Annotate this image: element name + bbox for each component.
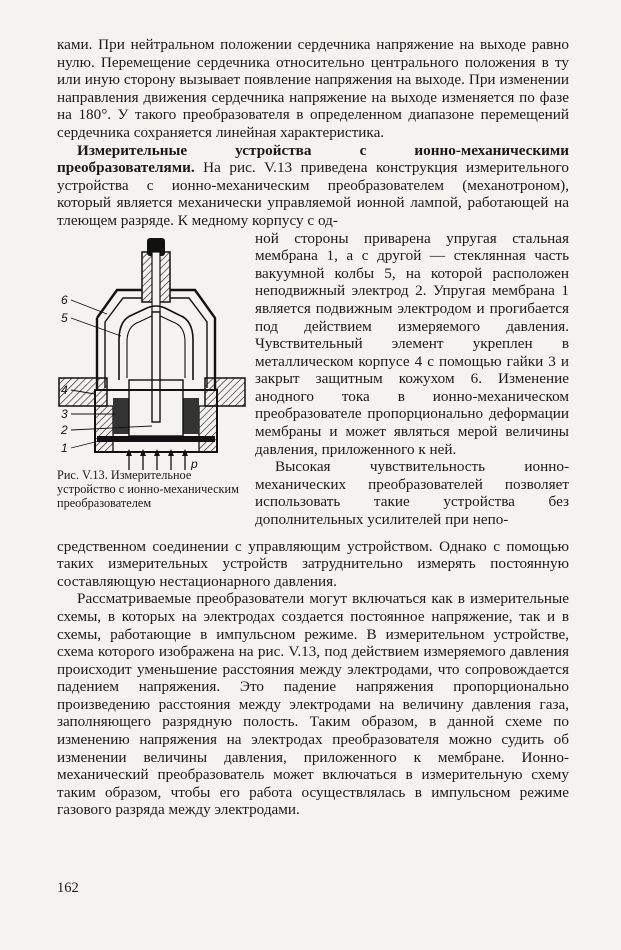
figure-v13	[57, 230, 247, 535]
side-text	[255, 230, 569, 529]
paragraph-4: Рассматриваемые преобразователи могут включаться как в измерительные схемы, в которых на электродах создается постоянное напряжение, так и в схемы, работающие в импульсном режиме. В измерительном устройстве, схема которого изображена на рис. V.13, под действием измеряемого давления происходит уменьшение расстояния между электродами, что сопровождается падением напряжения. Это падение напряжения пропорционально произведению расстояния между электродами на величину давления газа, заполняющего разрядную полость. Таким образом, в данной схеме по изменению напряжения на электродах преобразователя можно судить об изменении величины давления, приложенного к мембране. Ионно-механический преобразователь может включаться в измерительную схему таким образом, чтобы его работа осуществлялась в импульсном режиме газового разряда между электродами.	[57, 590, 569, 819]
flange-4-right	[205, 378, 245, 406]
label-6: 6	[61, 292, 68, 307]
section-heading: Измерительные устройства с ионно-механическими преобразователями.	[57, 141, 569, 177]
figure-caption: Рис. V.13. Измерительное устройство с ионно-механическим преобразователем	[57, 467, 239, 510]
label-5: 5	[61, 310, 68, 325]
nut-3-right	[183, 398, 199, 434]
label-4: 4	[61, 382, 68, 397]
label-3: 3	[61, 406, 68, 421]
label-1: 1	[61, 440, 68, 455]
electrode-2	[152, 312, 160, 422]
paragraph-3: средственном соединении с управляющим устройством. Однако с помощью таких измерительных устройств затруднительно измерять постоянную составляющую нестационарного давления.	[57, 537, 569, 590]
paragraph-2-text: На рис. V.13 приведена конструкция измерительного устройства с ионно-механическим преобразователем (механотроном), который является механически управляемой ионной лампой, работающей на тлеющем разряде. К медному корпусу с од-	[57, 159, 569, 229]
paragraph-2	[57, 142, 569, 230]
figure-block	[57, 230, 569, 538]
mechanotron-drawing	[57, 230, 247, 470]
side-paragraph-2: Высокая чувствительность ионно-механических преобразователей позволяет использовать такие устройства без дополнительных усилителей при непо-	[255, 458, 569, 529]
side-paragraph-1: ной стороны приварена упругая стальная мембрана 1, а с другой — стеклянная часть вакуумной колбы 5, на которой расположен неподвижный электрод 2. Упругая мембрана 1 является подвижным электродом и прогибается под действием измеряемого давления. Чувствительный элемент укреплен в металлическом корпусе 4 с помощью гайки 3 и закрыт защитным кожухом 6. Изменение анодного тока в ионно-механическом преобразователе пропорционально деформации мембраны и может являться мерой величины давления, приложенного к ней.	[255, 229, 569, 458]
page-number: 162	[57, 880, 79, 896]
label-2: 2	[61, 422, 68, 437]
page-body	[57, 36, 569, 819]
housing-wall-right	[199, 406, 217, 452]
paragraph-1: ками. При нейтральном положении сердечника напряжение на выходе равно нулю. Перемещение сердечника относительно центрального положения в ту или иную сторону вызывает появление напряжения на выходе. При изменении направления движения сердечника напряжение на выходе изменяется по фазе на 180°. У такого преобразователя в определенном диапазоне перемещений сердечника сохраняется линейная характеристика.	[57, 36, 569, 141]
cable-core	[152, 252, 160, 312]
nut-3-left	[113, 398, 129, 434]
label-p: p	[191, 456, 198, 470]
membrane-1	[97, 436, 215, 442]
